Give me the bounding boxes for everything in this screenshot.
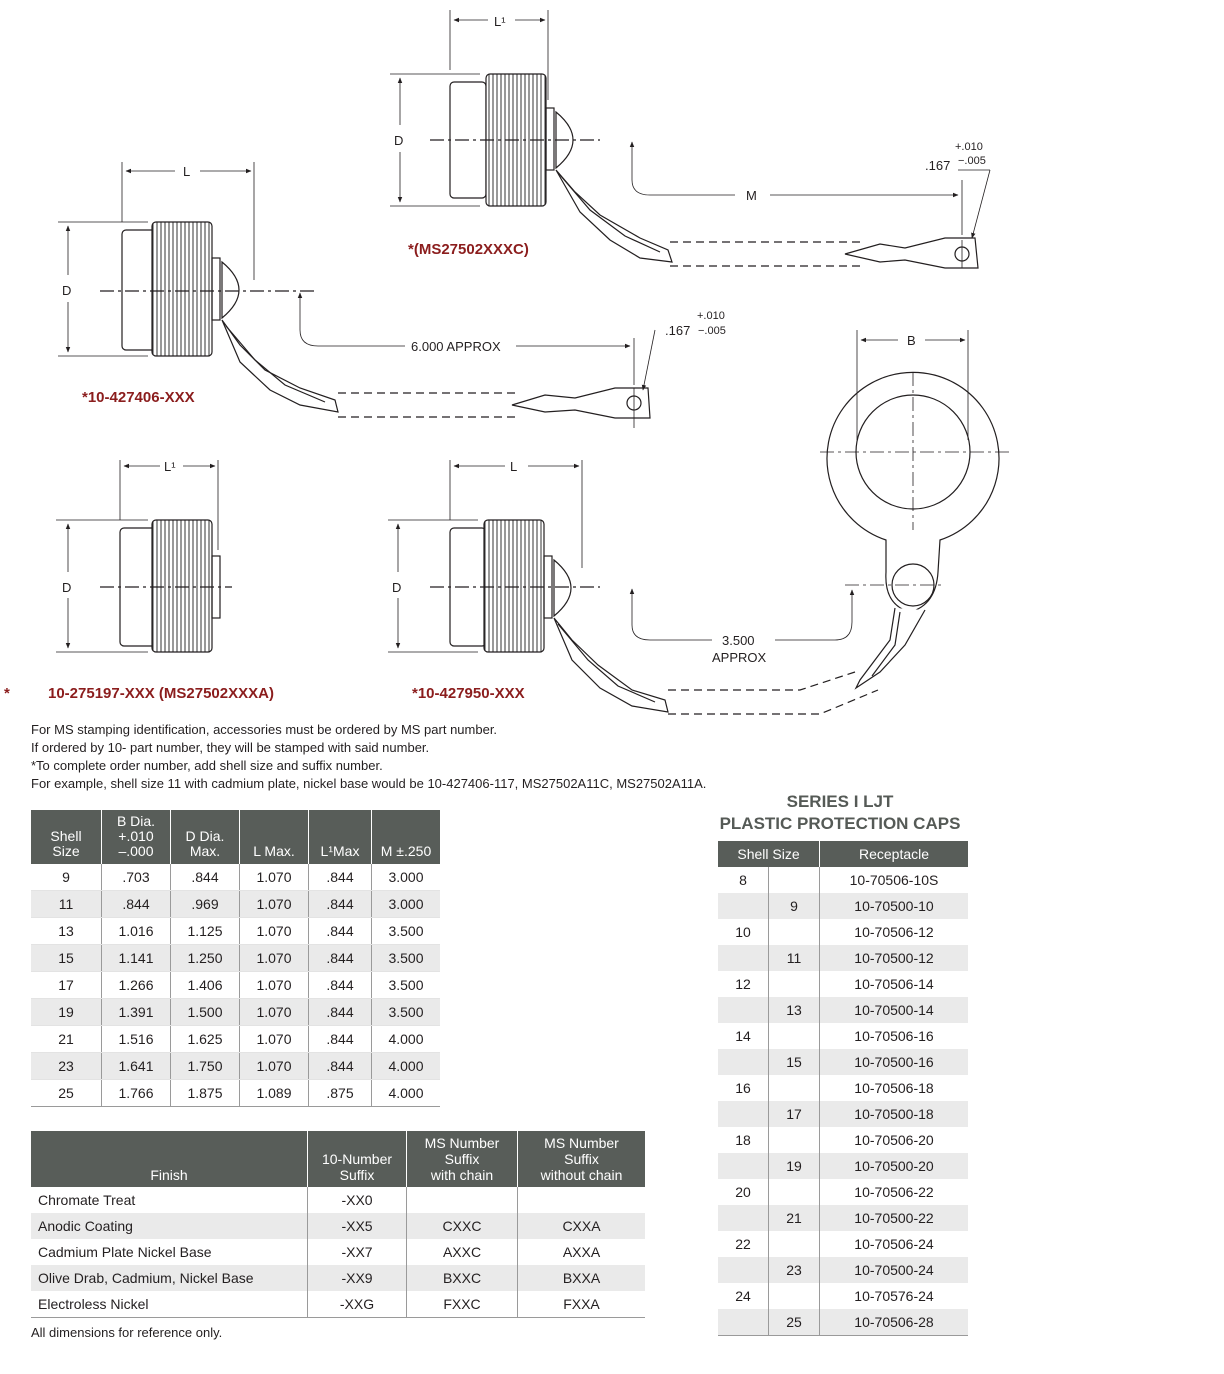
table-cell xyxy=(769,971,820,997)
table-cell: -XX0 xyxy=(308,1187,407,1213)
table-cell: BXXC xyxy=(407,1265,518,1291)
table-cell: 15 xyxy=(769,1049,820,1075)
top-right-m-label: M xyxy=(746,188,757,203)
table-cell: 10-70500-14 xyxy=(820,997,969,1023)
table-cell: 8 xyxy=(718,867,769,893)
bottom-middle-length: 3.500 xyxy=(722,633,755,648)
table-cell xyxy=(769,867,820,893)
table-cell: 1.750 xyxy=(171,1053,240,1080)
col-10-number-suffix: 10-Number Suffix xyxy=(308,1131,407,1187)
bottom-middle-l-label: L xyxy=(510,459,518,474)
table-cell: 13 xyxy=(769,997,820,1023)
table-row xyxy=(718,971,968,997)
table-cell: 1.070 xyxy=(240,945,309,972)
table-cell: .875 xyxy=(309,1080,372,1107)
table-cell: 20 xyxy=(718,1179,769,1205)
table-cell xyxy=(518,1187,646,1213)
table-row xyxy=(31,999,440,1026)
table-cell xyxy=(769,1231,820,1257)
table-cell: 1.250 xyxy=(171,945,240,972)
bottom-left-l1-label: L¹ xyxy=(164,459,176,474)
table-cell: 4.000 xyxy=(372,1080,441,1107)
table-row xyxy=(31,864,440,891)
table-cell: 21 xyxy=(769,1205,820,1231)
note-line: If ordered by 10- part number, they will be stamped with said number. xyxy=(31,740,430,755)
table-cell: 1.516 xyxy=(102,1026,171,1053)
table-cell: 10-70500-12 xyxy=(820,945,969,971)
part-label-ms27502xxxc: *(MS27502XXXC) xyxy=(408,241,529,258)
table-row xyxy=(718,1179,968,1205)
table-cell: .844 xyxy=(309,918,372,945)
table-row xyxy=(31,1265,645,1291)
table-cell xyxy=(718,997,769,1023)
table-cell: 23 xyxy=(769,1257,820,1283)
col-finish: Finish xyxy=(31,1131,308,1187)
table-cell: 10 xyxy=(718,919,769,945)
table-row xyxy=(718,1283,968,1309)
table-row xyxy=(718,1101,968,1127)
table-row xyxy=(31,891,440,918)
table-cell: 1.875 xyxy=(171,1080,240,1107)
table-row xyxy=(718,1075,968,1101)
table-cell: 3.500 xyxy=(372,972,441,999)
table-cell xyxy=(718,945,769,971)
table-row xyxy=(31,1026,440,1053)
left-middle-tol-plus: +.010 xyxy=(697,310,725,322)
table-row xyxy=(31,1080,440,1107)
table-cell: 10-70506-20 xyxy=(854,1132,934,1148)
dimensions-table xyxy=(31,810,440,1107)
col-ms-without-chain: MS Number Suffix without chain xyxy=(518,1131,646,1187)
table-cell: FXXC xyxy=(407,1291,518,1318)
bottom-left-d-label: D xyxy=(62,580,72,595)
table-cell: CXXA xyxy=(518,1213,646,1239)
table-row xyxy=(31,1291,645,1318)
table-cell: -XX5 xyxy=(308,1213,407,1239)
table-cell: 1.070 xyxy=(240,891,309,918)
col-l1-max: L¹Max xyxy=(309,810,372,864)
table-cell: 1.391 xyxy=(102,999,171,1026)
table-cell: 3.000 xyxy=(372,864,441,891)
table-cell: 13 xyxy=(31,918,102,945)
table-cell: 10-70506-12 xyxy=(854,924,934,940)
left-middle-d-label: D xyxy=(62,283,72,298)
table-cell: 1.070 xyxy=(240,1053,309,1080)
table-cell: .844 xyxy=(309,972,372,999)
table-row xyxy=(718,945,968,971)
left-middle-l-label: L xyxy=(183,164,191,179)
table-row xyxy=(718,1023,968,1049)
part-label-10-275197: 10-275197-XXX (MS27502XXXA) xyxy=(48,685,274,702)
table-cell: 10-70506-28 xyxy=(820,1309,969,1336)
table-cell: AXXC xyxy=(407,1239,518,1265)
table-cell: 1.266 xyxy=(102,972,171,999)
table-cell: .844 xyxy=(171,864,240,891)
table-cell: 1.500 xyxy=(171,999,240,1026)
table-row xyxy=(718,1257,968,1283)
table-cell: 10-70506-14 xyxy=(854,976,934,992)
table-cell: 3.500 xyxy=(372,918,441,945)
table-cell: 10-70500-16 xyxy=(820,1049,969,1075)
table-cell: .703 xyxy=(102,864,171,891)
table-cell xyxy=(718,1257,769,1283)
table-row xyxy=(718,893,968,919)
dimensions-footnote: All dimensions for reference only. xyxy=(31,1325,223,1340)
table-cell: -XX9 xyxy=(308,1265,407,1291)
table-cell: 10-70576-24 xyxy=(854,1288,934,1304)
col-b-dia: B Dia. +.010 –.000 xyxy=(102,810,171,864)
cap-drawing-bottom-left xyxy=(56,460,232,652)
table-cell: 21 xyxy=(31,1026,102,1053)
table-cell: 22 xyxy=(718,1231,769,1257)
table-cell: 1.070 xyxy=(240,918,309,945)
table-cell: 17 xyxy=(769,1101,820,1127)
table-cell: Electroless Nickel xyxy=(31,1291,308,1318)
table-cell: 1.766 xyxy=(102,1080,171,1107)
table-cell: 1.089 xyxy=(240,1080,309,1107)
cap-drawing-top-right xyxy=(390,10,990,268)
table-cell: 10-70506-18 xyxy=(854,1080,934,1096)
table-cell: 1.016 xyxy=(102,918,171,945)
table-cell: 10-70506-16 xyxy=(854,1028,934,1044)
table-cell: 1.125 xyxy=(171,918,240,945)
table-cell: 1.641 xyxy=(102,1053,171,1080)
table-cell: FXXA xyxy=(518,1291,646,1318)
table-cell: 19 xyxy=(31,999,102,1026)
table-cell: 15 xyxy=(31,945,102,972)
finish-table xyxy=(31,1131,645,1318)
table-row xyxy=(718,1127,968,1153)
table-cell: 10-70500-10 xyxy=(820,893,969,919)
table-row xyxy=(718,1205,968,1231)
table-row xyxy=(718,1309,968,1336)
table-row xyxy=(718,1049,968,1075)
table-cell xyxy=(718,1205,769,1231)
table-cell: CXXC xyxy=(407,1213,518,1239)
table-cell: AXXA xyxy=(562,1244,601,1260)
table-cell: .844 xyxy=(309,864,372,891)
table-cell: BXXA xyxy=(518,1265,646,1291)
top-right-l1-label: L¹ xyxy=(494,14,506,29)
col-shell-size: Shell Size xyxy=(31,810,102,864)
table-row xyxy=(31,1239,645,1265)
part-label-star: * xyxy=(4,685,10,702)
note-line: For MS stamping identification, accessories must be ordered by MS part number. xyxy=(31,722,498,737)
left-middle-length: 6.000 APPROX xyxy=(411,339,501,354)
table-cell: .969 xyxy=(171,891,240,918)
note-line: For example, shell size 11 with cadmium plate, nickel base would be 10-427406-117, MS27502A11C, MS27502A11A. xyxy=(31,776,707,791)
col-m: M ±.250 xyxy=(372,810,441,864)
col-receptacle: Receptacle xyxy=(820,841,969,867)
table-cell: 9 xyxy=(769,893,820,919)
top-right-tol-plus: +.010 xyxy=(955,141,983,153)
ordering-notes xyxy=(31,721,706,793)
top-right-tol-minus: −.005 xyxy=(958,155,986,167)
table-cell xyxy=(718,1049,769,1075)
table-cell: 1.625 xyxy=(171,1026,240,1053)
table-cell: 1.070 xyxy=(240,972,309,999)
table-cell: 3.000 xyxy=(372,891,441,918)
col-d-dia: D Dia. Max. xyxy=(171,810,240,864)
table-cell: 10-70500-20 xyxy=(820,1153,969,1179)
part-label-10-427406: *10-427406-XXX xyxy=(82,389,195,406)
table-cell: .844 xyxy=(309,1053,372,1080)
table-cell: -XX7 xyxy=(308,1239,407,1265)
table-row xyxy=(718,997,968,1023)
table-cell: 11 xyxy=(31,891,102,918)
part-label-10-427950: *10-427950-XXX xyxy=(412,685,525,702)
note-line: *To complete order number, add shell size and suffix number. xyxy=(31,758,383,773)
table-cell: .844 xyxy=(309,999,372,1026)
bottom-middle-d-label: D xyxy=(392,580,402,595)
table-cell: 10-70500-24 xyxy=(820,1257,969,1283)
table-cell xyxy=(769,1179,820,1205)
top-right-d-label: D xyxy=(394,133,404,148)
table-cell: 16 xyxy=(718,1075,769,1101)
table-row xyxy=(718,1153,968,1179)
table-cell xyxy=(718,893,769,919)
table-row xyxy=(31,1187,645,1213)
table-cell: 19 xyxy=(769,1153,820,1179)
table-cell: 1.141 xyxy=(102,945,171,972)
caps-table-title: SERIES I LJT PLASTIC PROTECTION CAPS xyxy=(719,792,961,833)
table-cell: 12 xyxy=(718,971,769,997)
table-row xyxy=(718,1231,968,1257)
col-shell-size: Shell Size xyxy=(718,841,820,867)
table-cell: 24 xyxy=(718,1283,769,1309)
cap-drawing-bottom-middle xyxy=(388,330,1010,714)
table-cell: 10-70500-18 xyxy=(820,1101,969,1127)
protection-caps-table xyxy=(718,841,968,1336)
table-cell xyxy=(769,1075,820,1101)
table-cell: 1.070 xyxy=(240,999,309,1026)
table-cell: .844 xyxy=(102,891,171,918)
table-row xyxy=(718,919,968,945)
bottom-middle-b-label: B xyxy=(907,333,916,348)
table-row xyxy=(31,1053,440,1080)
table-cell: 18 xyxy=(718,1127,769,1153)
table-cell: 1.070 xyxy=(240,1026,309,1053)
table-cell: 10-70506-10S xyxy=(849,872,939,888)
table-cell: Anodic Coating xyxy=(31,1213,308,1239)
table-cell xyxy=(718,1309,769,1336)
table-row xyxy=(31,918,440,945)
table-row xyxy=(31,972,440,999)
table-cell xyxy=(769,1127,820,1153)
table-cell: -XXG xyxy=(308,1291,407,1318)
left-middle-hole-dim: .167 xyxy=(665,323,691,338)
table-cell: 10-70500-22 xyxy=(820,1205,969,1231)
table-cell xyxy=(718,1101,769,1127)
table-cell: .844 xyxy=(309,891,372,918)
table-cell: 14 xyxy=(718,1023,769,1049)
table-cell: 23 xyxy=(31,1053,102,1080)
table-cell xyxy=(769,1283,820,1309)
bottom-middle-length-note: APPROX xyxy=(712,650,767,665)
table-cell: 4.000 xyxy=(372,1053,441,1080)
table-cell xyxy=(769,1023,820,1049)
table-cell: 11 xyxy=(769,945,820,971)
table-cell: .844 xyxy=(309,945,372,972)
table-cell: Cadmium Plate Nickel Base xyxy=(31,1239,308,1265)
table-cell: 1.406 xyxy=(171,972,240,999)
table-cell: 10-70506-24 xyxy=(854,1236,934,1252)
table-row xyxy=(718,867,968,893)
table-cell xyxy=(718,1153,769,1179)
table-cell xyxy=(769,919,820,945)
table-cell: 3.500 xyxy=(372,945,441,972)
table-cell: 3.500 xyxy=(372,999,441,1026)
table-cell: 17 xyxy=(31,972,102,999)
col-ms-with-chain: MS Number Suffix with chain xyxy=(407,1131,518,1187)
table-row xyxy=(31,945,440,972)
table-cell xyxy=(407,1187,518,1213)
table-cell: 25 xyxy=(769,1309,820,1336)
table-cell: 1.070 xyxy=(240,864,309,891)
table-cell: 4.000 xyxy=(372,1026,441,1053)
table-cell: 25 xyxy=(31,1080,102,1107)
left-middle-tol-minus: −.005 xyxy=(698,325,726,337)
table-cell: 9 xyxy=(31,864,102,891)
top-right-hole-dim: .167 xyxy=(925,158,951,173)
col-l-max: L Max. xyxy=(240,810,309,864)
table-cell: .844 xyxy=(309,1026,372,1053)
table-cell: Olive Drab, Cadmium, Nickel Base xyxy=(31,1265,308,1291)
table-row xyxy=(31,1213,645,1239)
table-cell: Chromate Treat xyxy=(31,1187,308,1213)
table-cell: 10-70506-22 xyxy=(854,1184,934,1200)
